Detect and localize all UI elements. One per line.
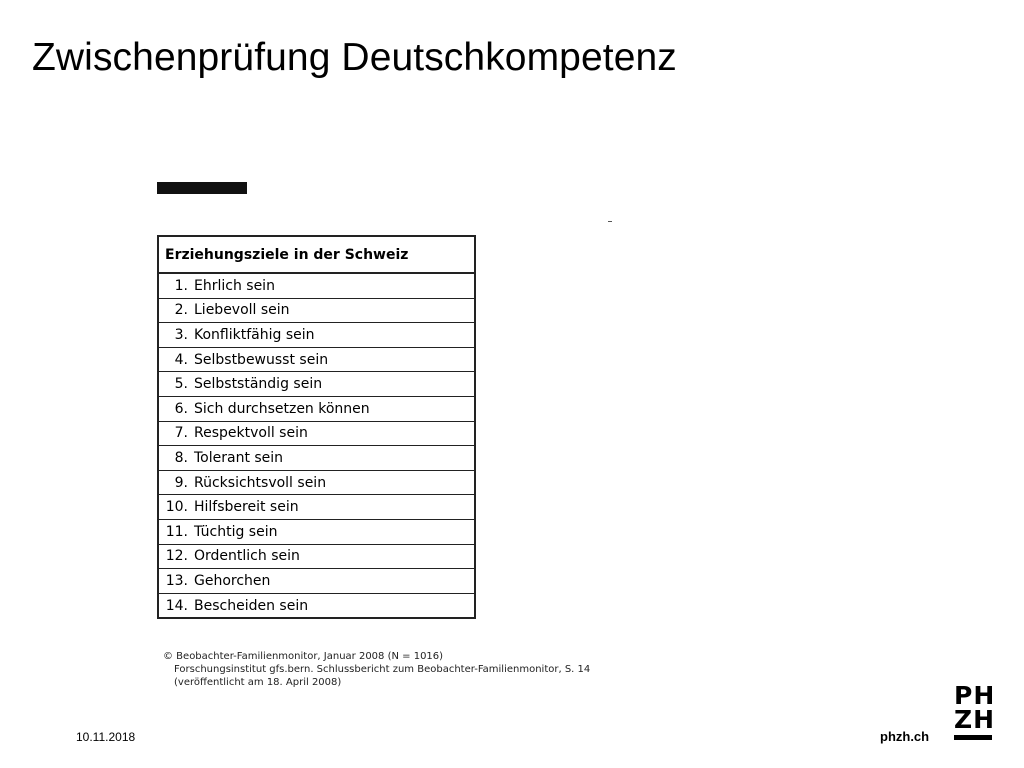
- row-text: Tüchtig sein: [194, 523, 278, 540]
- row-text: Ehrlich sein: [194, 277, 275, 294]
- row-text: Bescheiden sein: [194, 597, 309, 614]
- table-row: [158, 470, 475, 495]
- redaction-bar: [157, 182, 247, 194]
- row-text: Gehorchen: [194, 572, 271, 589]
- phzh-logo: [954, 681, 996, 740]
- footer-website: phzh.ch: [880, 729, 930, 744]
- slide-title: Zwischenprüfung Deutschkompetenz: [32, 36, 677, 79]
- row-number: 3.: [174, 326, 188, 343]
- education-goals-table: [157, 235, 476, 619]
- row-number: 1.: [174, 277, 188, 294]
- logo-underline: [954, 735, 992, 740]
- row-number: 6.: [174, 400, 188, 417]
- row-text: Konfliktfähig sein: [194, 326, 315, 343]
- row-number: 12.: [165, 548, 188, 565]
- source-line-2: Forschungsinstitut gfs.bern. Schlussbericht zum Beobachter-Familienmonitor, S. 14: [174, 664, 591, 675]
- row-text: Sich durchsetzen können: [194, 400, 370, 417]
- table-row: [158, 544, 475, 569]
- row-number: 5.: [174, 376, 188, 393]
- row-text: Tolerant sein: [194, 449, 284, 466]
- row-number: 9.: [174, 474, 188, 491]
- table-row: [158, 298, 475, 323]
- row-number: 2.: [174, 302, 188, 319]
- row-number: 8.: [174, 449, 188, 466]
- row-number: 11.: [165, 523, 188, 540]
- row-number: 13.: [165, 572, 188, 589]
- table-row: [158, 593, 475, 618]
- row-number: 7.: [174, 425, 188, 442]
- stray-dash: [608, 221, 612, 222]
- table-row: [158, 372, 475, 397]
- table-row: [158, 446, 475, 471]
- row-text: Selbstbewusst sein: [194, 351, 329, 368]
- row-text: Respektvoll sein: [194, 425, 308, 442]
- table-row: [158, 347, 475, 372]
- table-header-row: [158, 236, 475, 273]
- row-number: 10.: [165, 499, 188, 516]
- table-row: [158, 519, 475, 544]
- logo-line-1: PH: [954, 681, 996, 710]
- row-number: 14.: [165, 597, 188, 614]
- table-row: [158, 273, 475, 298]
- source-line-3: (veröffentlicht am 18. April 2008): [174, 677, 342, 688]
- table-header: Erziehungsziele in der Schweiz: [158, 236, 475, 273]
- logo-line-2: ZH: [954, 705, 996, 734]
- row-text: Selbstständig sein: [194, 376, 323, 393]
- row-text: Ordentlich sein: [194, 548, 300, 565]
- footer-date: 10.11.2018: [76, 730, 136, 744]
- source-line-1: © Beobachter-Familienmonitor, Januar 2008 (N = 1016): [163, 651, 444, 662]
- table-row: [158, 421, 475, 446]
- source-citation: [163, 650, 590, 689]
- row-text: Liebevoll sein: [194, 302, 290, 319]
- table-row: [158, 323, 475, 348]
- table-row: [158, 396, 475, 421]
- table-row: [158, 495, 475, 520]
- row-text: Rücksichtsvoll sein: [194, 474, 327, 491]
- row-text: Hilfsbereit sein: [194, 499, 299, 516]
- table-row: [158, 569, 475, 594]
- row-number: 4.: [174, 351, 188, 368]
